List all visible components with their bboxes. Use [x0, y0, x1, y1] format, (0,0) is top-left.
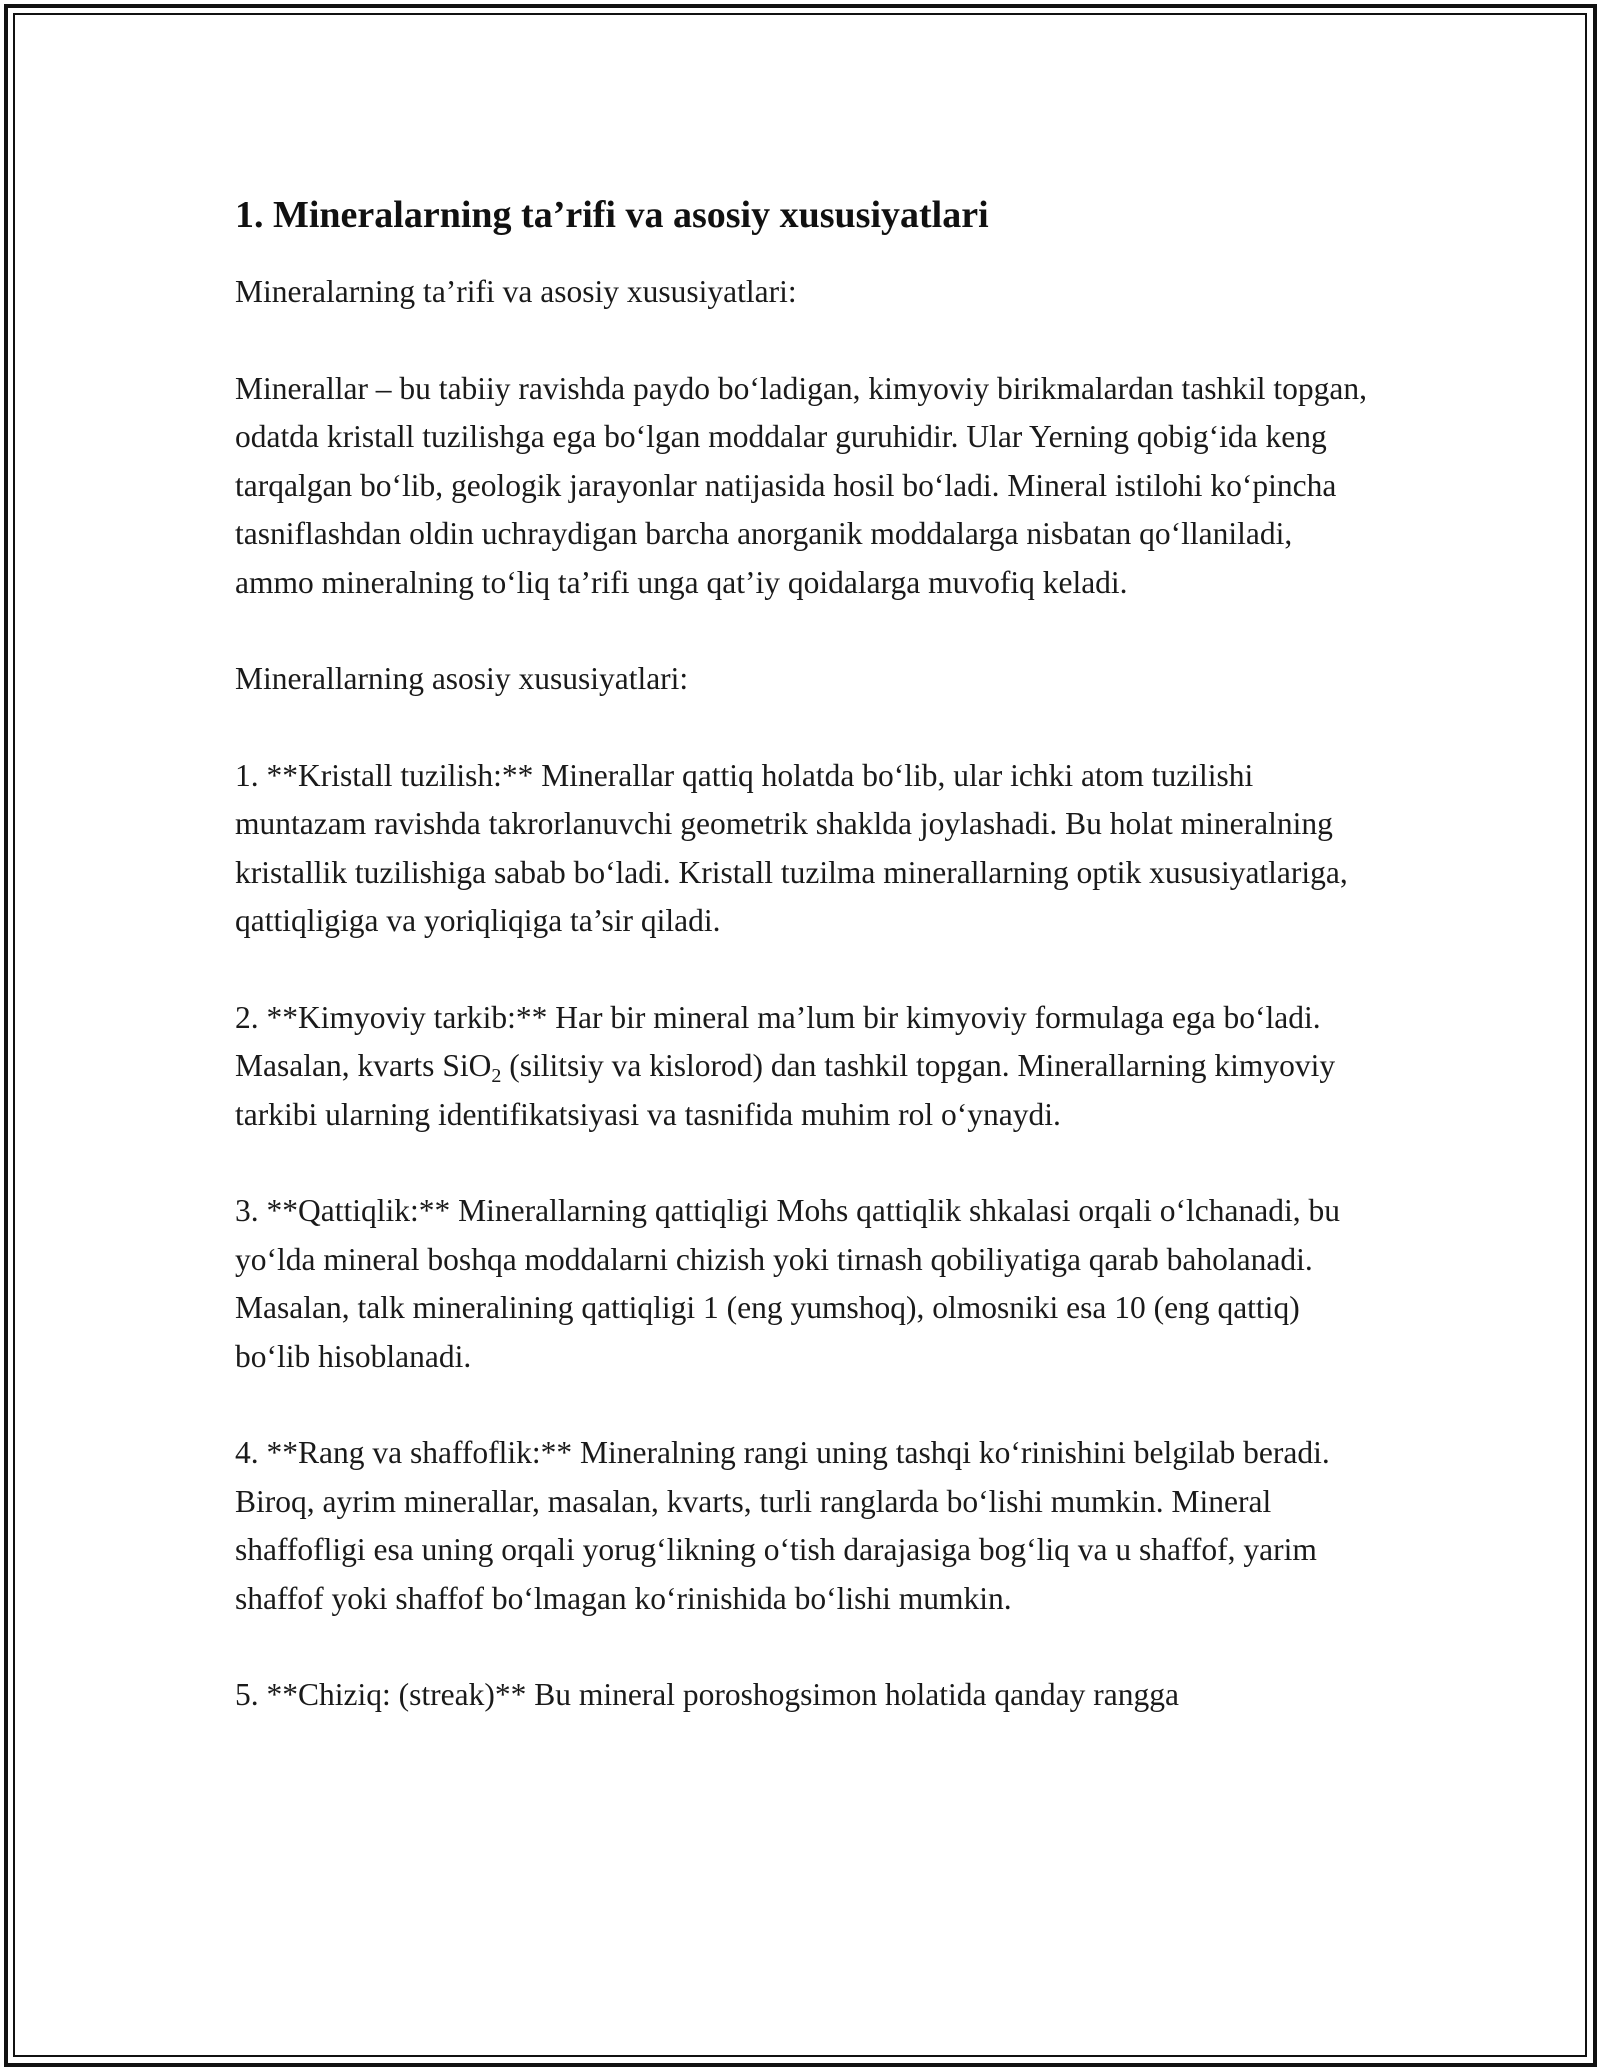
item2-text-end: (silitsiy va kislorod) dan tashkil topgan. Minerallarning kimyoviy tarkibi ularning identifikatsiyasi va tasnifida muhim rol o‘ynaydi. — [235, 1048, 1336, 1132]
definition-paragraph: Minerallar – bu tabiiy ravishda paydo bo‘ladigan, kimyoviy birikmalardan tashkil topgan, odatda kristall tuzilishga ega bo‘lgan moddalar guruhidir. Ular Yerning qobig‘ida keng tarqalgan bo‘lib, geologik jarayonlar natijasida hosil bo‘ladi. Mineral istilohi ko‘pincha tasniflashdan oldin uchraydigan barcha anorganik moddalarga nisbatan qo‘llaniladi, ammo mineralning to‘liq ta’rifi unga qat’iy qoidalarga muvofiq keladi. — [235, 370, 1367, 600]
intro-paragraph: Mineralarning ta’rifi va asosiy xususiyatlari: — [235, 274, 797, 309]
document-page — [235, 188, 1375, 1768]
property-item-hardness: 3. **Qattiqlik:** Minerallarning qattiqligi Mohs qattiqlik shkalasi orqali o‘lchanadi, bu yo‘lda mineral boshqa moddalarni chizish yoki tirnash qobiliyatiga qarab baholanadi. Masalan, talk mineralining qattiqligi 1 (eng yumshoq), olmosniki esa 10 (eng qattiq) bo‘lib hisoblanadi. — [235, 1193, 1340, 1374]
property-item-streak: 5. **Chiziq: (streak)** Bu mineral poroshogsimon holatida qanday rangga — [235, 1677, 1179, 1712]
section-title: 1. Mineralarning ta’rifi va asosiy xususiyatlari — [235, 194, 989, 236]
item2-subscript: 2 — [491, 1065, 502, 1087]
property-item-chemical-composition — [235, 994, 1375, 1140]
property-item-color-transparency: 4. **Rang va shaffoflik:** Mineralning rangi uning tashqi ko‘rinishini belgilab beradi. Biroq, ayrim minerallar, masalan, kvarts, turli ranglarda bo‘lishi mumkin. Mineral shaffofligi esa uning orqali yorug‘likning o‘tish darajasiga bog‘liq va u shaffof, yarim shaffof yoki shaffof bo‘lmagan ko‘rinishida bo‘lishi mumkin. — [235, 1435, 1330, 1616]
item2-text-start: 2. **Kimyoviy tarkib:** Har bir mineral ma’lum bir kimyoviy formulaga ega bo‘ladi. Masalan, kvarts SiO — [235, 999, 1321, 1083]
properties-heading: Minerallarning asosiy xususiyatlari: — [235, 661, 689, 696]
property-item-crystal-structure: 1. **Kristall tuzilish:** Minerallar qattiq holatda bo‘lib, ular ichki atom tuzilishi muntazam ravishda takrorlanuvchi geometrik shaklda joylashadi. Bu holat mineralning kristallik tuzilishiga sabab bo‘ladi. Kristall tuzilma minerallarning optik xususiyatlariga, qattiqligiga va yoriqliqiga ta’sir qiladi. — [235, 757, 1348, 938]
